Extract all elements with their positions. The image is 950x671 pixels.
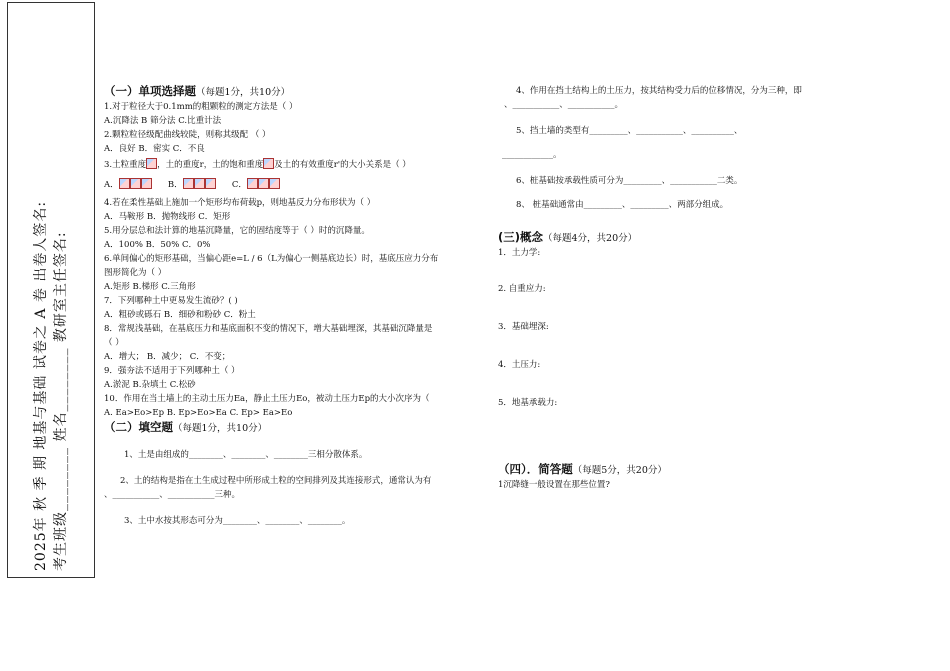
q3: 3.土粒重度 ，土的重度r，土的饱和重度 及土的有效重度r'的大小关系是（ ） (104, 160, 411, 170)
q1-options: A.沉降法 B 筛分法 C.比重计法 (104, 116, 222, 126)
concept-3: 3．基础埋深: (498, 322, 549, 332)
fill-3: 3、土中水按其形态可分为________、________、________。 (124, 516, 351, 526)
fill-4-continued: 、___________、___________。 (504, 100, 624, 110)
formula-image-icon (194, 178, 205, 189)
q2: 2.颗粒粒径级配曲线较陡，则称其级配 （ ） (104, 130, 271, 140)
q2-options: A．良好 B．密实 C．不良 (104, 144, 205, 154)
concept-1: 1．土力学: (498, 248, 541, 258)
q9: 9．强夯法不适用于下列哪种土（ ） (104, 366, 240, 376)
formula-image-icon (269, 178, 280, 189)
formula-image-icon (119, 178, 130, 189)
q5-options: A．100% B．50% C．0% (104, 240, 211, 250)
q6: 6.单间偏心的矩形基础，当偏心距e=L / 6（L为偏心一侧基底边长）时，基底压应力分布 (104, 254, 439, 264)
formula-image-icon (130, 178, 141, 189)
fill-2-continued: 、___________、___________三种。 (104, 490, 241, 500)
formula-image-icon (258, 178, 269, 189)
concept-5: 5．地基承载力: (498, 398, 558, 408)
q10: 10．作用在当土墙上的主动土压力Ea，静止土压力Eo，被动土压力Ep的大小次序为（ (104, 394, 430, 404)
q4-options: A．马鞍形 B．抛物线形 C．矩形 (104, 212, 231, 222)
concept-4: 4．土压力: (498, 360, 541, 370)
q7-options: A．粗砂或砾石 B．细砂和粉砂 C．粉土 (104, 310, 256, 320)
fill-8: 8、 桩基础通常由_________、_________、两部分组成。 (516, 200, 729, 210)
formula-image-icon (205, 178, 216, 189)
section-2-title: （二）填空题（每题1分，共10分） (104, 420, 268, 434)
section-3-title: (三)概念（每题4分，共20分） (498, 230, 638, 244)
section-4-title: （四）．简答题（每题5分，共20分） (498, 462, 667, 476)
formula-image-icon (141, 178, 152, 189)
q8-continued: （ ） (104, 338, 124, 348)
right-column (498, 84, 898, 492)
fill-4: 4、作用在挡土结构上的土压力，按其结构受力后的位移情况，分为三种，即 (516, 86, 802, 96)
formula-image-icon (183, 178, 194, 189)
q1: 1.对于粒径大于0.1mm的粗颗粒的测定方法是（ ） (104, 102, 298, 112)
left-column (104, 84, 484, 528)
fill-1: 1、土是由组成的________、________、________三相分散体系。 (124, 450, 368, 460)
q8: 8．常规浅基础，在基底压力和基底面积不变的情况下，增大基础埋深，其基础沉降量是 (104, 324, 433, 334)
fill-2: 2、土的结构是指在土生成过程中所形成土粒的空间排列及其连接形式，通常认为有 (120, 476, 432, 486)
formula-image-icon (146, 158, 157, 169)
binding-margin (7, 2, 95, 578)
q6-options: A.矩形 B.梯形 C.三角形 (104, 282, 196, 292)
formula-image-icon (263, 158, 274, 169)
q4: 4.若在柔性基础上施加一个矩形均布荷载p，则地基反力分布形状为（ ） (104, 198, 376, 208)
formula-image-icon (247, 178, 258, 189)
concept-2: 2. 自重应力: (498, 284, 546, 294)
exam-header-vertical: 2025年 秋 季 期 地基与基础 试卷之 A 卷 出卷人签名: (33, 200, 49, 571)
q10-options: A. Ea>Eo>Ep B. Ep>Eo>Ea C. Ep> Ea>Eo (104, 408, 293, 418)
q5: 5.用分层总和法计算的地基沉降量，它的固结度等于（ ）时的沉降量。 (104, 226, 370, 236)
fill-5-continued: ____________。 (502, 150, 562, 160)
fill-6: 6、桩基础按承载性质可分为_________、___________二类。 (516, 176, 743, 186)
q8-options: A．增大； B．减少； C．不变； (104, 352, 231, 362)
short-answer-1: 1沉降缝一般设置在那些位置? (498, 480, 610, 490)
section-1-title: （一）单项选择题（每题1分，共10分） (104, 84, 291, 98)
fill-5: 5、挡土墙的类型有_________、___________、__________、 (516, 126, 743, 136)
q6-continued: 图形简化为（ ） (104, 268, 167, 278)
q3-options: A． B． C． (104, 174, 484, 196)
q7: 7．下列哪种土中更易发生流砂？( ) (104, 296, 238, 306)
q9-options: A.淤泥 B.杂填土 C.松砂 (104, 380, 196, 390)
student-info-vertical: 考生班级________ 姓名________ 教研室主任签名: (53, 231, 69, 571)
